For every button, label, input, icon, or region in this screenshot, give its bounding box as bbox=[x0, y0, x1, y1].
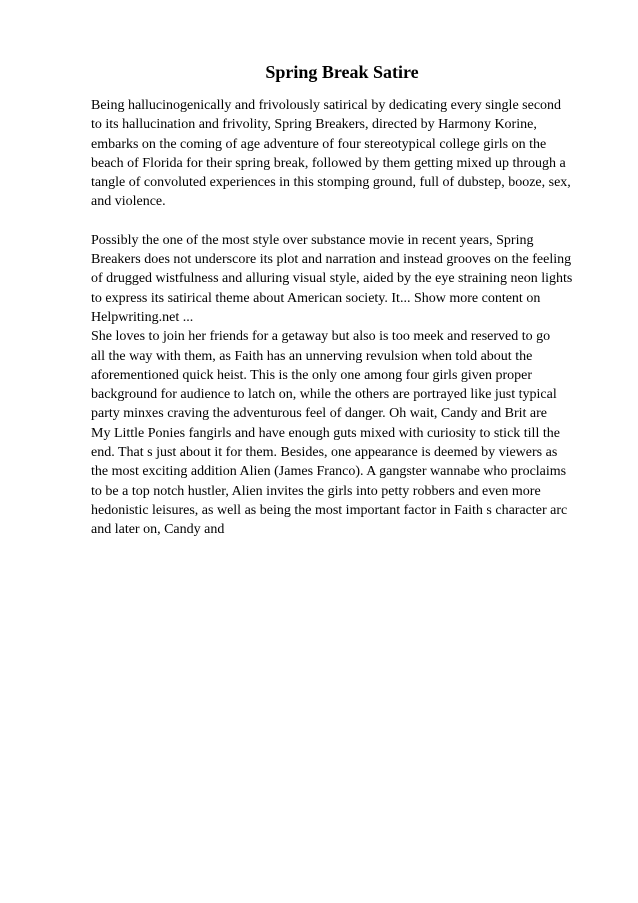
document-title: Spring Break Satire bbox=[265, 62, 419, 82]
paragraph-line: aforementioned quick heist. This is the only one among four girls given proper bbox=[91, 367, 533, 383]
paragraph-line: beach of Florida for their spring break, followed by them getting mixed up through a bbox=[91, 155, 566, 171]
paragraph-line: My Little Ponies fangirls and have enough guts mixed with curiosity to stick till the bbox=[91, 425, 560, 441]
paragraph-line: of drugged wistfulness and alluring visual style, aided by the eye straining neon lights bbox=[91, 271, 573, 287]
paragraph-line: background for audience to latch on, while the others are portrayed like just typical bbox=[91, 387, 557, 403]
paragraph-line: embarks on the coming of age adventure of four stereotypical college girls on the bbox=[91, 136, 547, 152]
paragraph-line: She loves to join her friends for a getaway but also is too meek and reserved to go bbox=[91, 329, 551, 345]
paragraph-line: and violence. bbox=[91, 194, 166, 210]
paragraph-line: Possibly the one of the most style over substance movie in recent years, Spring bbox=[91, 232, 534, 248]
paragraph-line: to be a top notch hustler, Alien invites the girls into petty robbers and even more bbox=[91, 483, 541, 499]
paragraph-spacer bbox=[91, 212, 591, 231]
paragraph-line: Helpwriting.net ... bbox=[91, 309, 194, 325]
paragraph-line: tangle of convoluted experiences in this stomping ground, full of dubstep, booze, sex, bbox=[91, 175, 571, 191]
paragraph-2 bbox=[91, 231, 591, 540]
paragraph-line: all the way with them, as Faith has an unnerving revulsion when told about the bbox=[91, 348, 533, 364]
paragraph-line: end. That s just about it for them. Besides, one appearance is deemed by viewers as bbox=[91, 445, 558, 461]
document-body bbox=[91, 96, 591, 540]
paragraph-line: hedonistic leisures, as well as being the most important factor in Faith s character arc bbox=[91, 502, 568, 518]
paragraph-line: to its hallucination and frivolity, Spring Breakers, directed by Harmony Korine, bbox=[91, 117, 537, 133]
paragraph-1 bbox=[91, 96, 591, 212]
paragraph-line: Breakers does not underscore its plot and narration and instead grooves on the feeling bbox=[91, 252, 572, 268]
paragraph-line: party minxes craving the adventurous feel of danger. Oh wait, Candy and Brit are bbox=[91, 406, 548, 422]
paragraph-line: to express its satirical theme about American society. It... Show more content on bbox=[91, 290, 541, 306]
paragraph-line: Being hallucinogenically and frivolously satirical by dedicating every single second bbox=[91, 98, 562, 113]
paragraph-line: the most exciting addition Alien (James Franco). A gangster wannabe who proclaims bbox=[91, 464, 567, 480]
paragraph-line: and later on, Candy and bbox=[91, 522, 225, 538]
